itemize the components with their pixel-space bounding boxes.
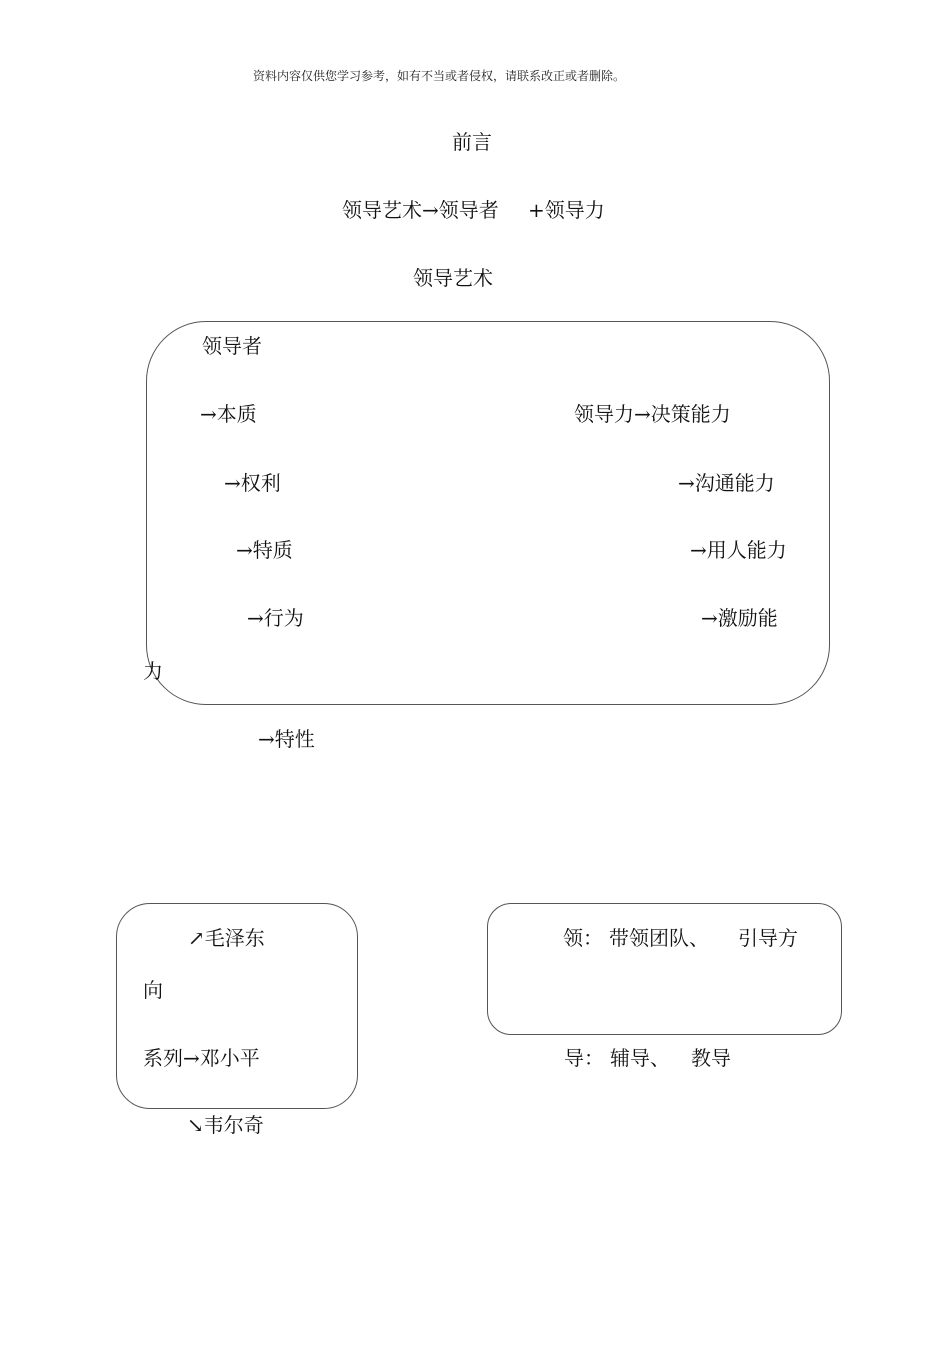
formula-left: 领导艺术→领导者 [342,198,499,222]
series-line: 向 [143,978,163,1002]
ling-label: 领： [563,926,603,950]
page-title: 前言 [452,130,492,154]
series-line: ↘韦尔奇 [187,1113,264,1137]
dao-text: 辅导、 [610,1046,670,1070]
leadership-item-overflow: 力 [143,659,163,683]
leadership-box [146,321,830,705]
ling-text: 引导方 [738,926,798,950]
ling-text: 带领团队、 [609,926,709,950]
leadership-heading: 领导力→决策能力 [574,402,731,426]
header-notice: 资料内容仅供您学习参考，如有不当或者侵权，请联系改正或者删除。 [253,69,626,83]
leadership-item: →沟通能力 [678,471,775,495]
dao-text: 教导 [691,1046,731,1070]
leadership-item: →用人能力 [690,538,787,562]
formula-right: +领导力 [528,198,605,222]
leadership-item: →激励能 [701,606,778,630]
leader-item: →特质 [236,538,293,562]
leader-heading: 领导者 [202,334,262,358]
leader-item: →行为 [247,606,304,630]
dao-label: 导： [564,1046,604,1070]
subtitle: 领导艺术 [413,266,493,290]
series-line: 系列→邓小平 [143,1046,260,1070]
leader-item: →本质 [200,402,257,426]
leader-item: →权利 [224,471,281,495]
leader-item: →特性 [258,727,315,751]
series-line: ↗毛泽东 [188,926,265,950]
definition-box [487,903,842,1035]
